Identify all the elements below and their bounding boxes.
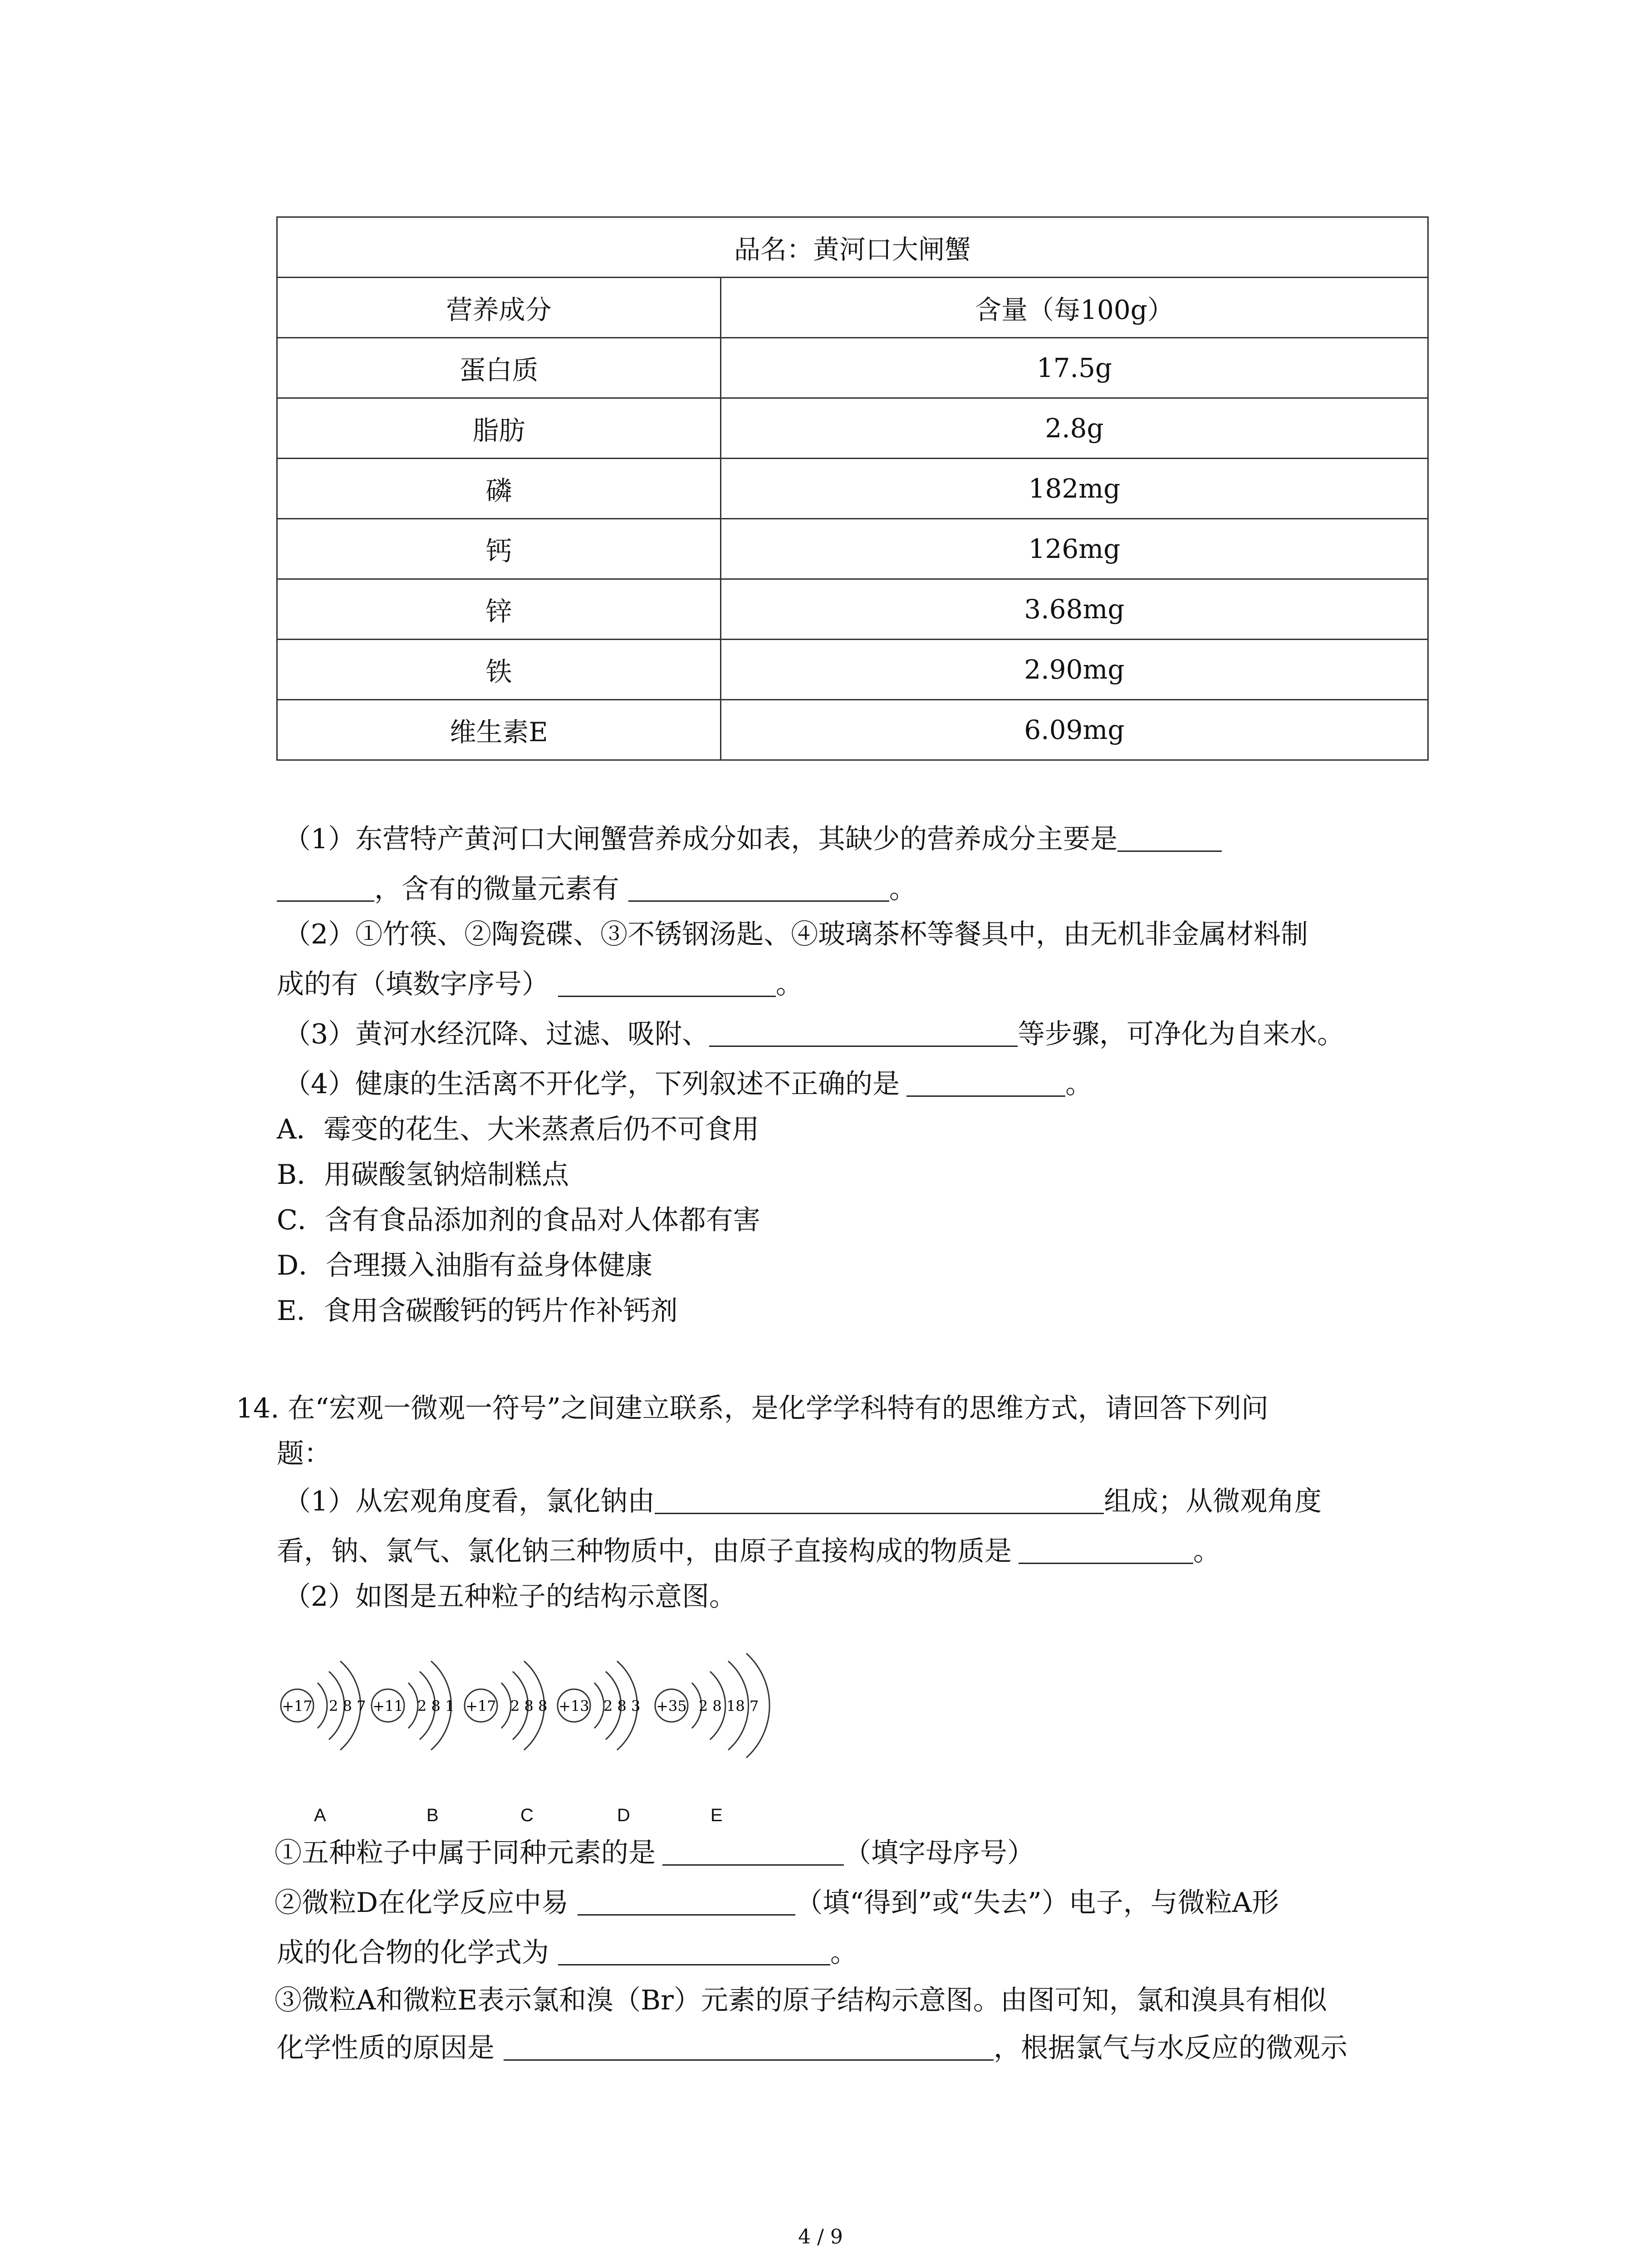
particle-label-b: B — [426, 1805, 439, 1825]
q13-part3: （3）黄河水经沉降、过滤、吸附、 等步骤，可净化为自来水。 — [284, 1018, 1345, 1050]
q13-part2-line1: （2）①竹筷、②陶瓷碟、③不锈钢汤匙、④玻璃茶杯等餐具中，由无机非金属材料制 — [284, 919, 1308, 950]
nutrient-amount: 182mg — [721, 459, 1428, 519]
electron-shells: 2 8 1 — [417, 1697, 455, 1715]
answer-blank[interactable] — [906, 1068, 1065, 1097]
option-a: A．霉变的花生、大米蒸煮后仍不可食用 — [277, 1114, 759, 1145]
table-row — [277, 700, 1428, 760]
nucleus-charge: +17 — [282, 1697, 313, 1715]
q14-part1-line2: 看，钠、氯气、氯化钠三种物质中，由原子直接构成的物质是 。 — [277, 1535, 1220, 1567]
q14-intro-line1: 14. 在“宏观一微观一符号”之间建立联系，是化学学科特有的思维方式，请回答下列问 — [236, 1393, 1269, 1424]
q13-part2-line2: 成的有（填数字序号） 。 — [277, 968, 803, 1000]
particle-b — [372, 1661, 454, 1750]
nucleus-charge: +11 — [372, 1697, 403, 1715]
nutrient-name: 磷 — [277, 459, 721, 519]
nutrition-table — [276, 216, 1429, 761]
page-number: 4 / 9 — [798, 2225, 843, 2248]
answer-blank[interactable] — [628, 873, 889, 902]
table-row — [277, 338, 1428, 398]
q14-part1-line1: （1）从宏观角度看，氯化钠由 组成；从微观角度 — [284, 1486, 1322, 1517]
answer-blank[interactable] — [1019, 1535, 1193, 1564]
answer-blank[interactable] — [655, 1486, 1104, 1514]
answer-blank[interactable] — [558, 1937, 830, 1965]
q14-sub2-line1: ②微粒D在化学反应中易 （填“得到”或“失去”）电子，与微粒A形 — [274, 1887, 1279, 1919]
particle-d — [558, 1661, 640, 1750]
q14-sub1: ①五种粒子中属于同种元素的是 （填字母序号） — [274, 1837, 1034, 1869]
table-row — [277, 640, 1428, 700]
particle-label-e: E — [710, 1805, 723, 1825]
nutrient-name: 维生素E — [277, 700, 721, 760]
answer-blank[interactable] — [709, 1018, 1018, 1047]
electron-shells: 2 8 7 — [329, 1697, 366, 1715]
electron-shells: 2 8 3 — [603, 1697, 641, 1715]
table-header-row — [277, 278, 1428, 338]
table-row — [277, 519, 1428, 579]
nucleus-charge: +35 — [656, 1697, 687, 1715]
particle-label-c: C — [520, 1805, 534, 1825]
electron-shells: 2 8 8 — [510, 1697, 548, 1715]
q14-intro-line2: 题： — [277, 1438, 331, 1470]
particle-label-a: A — [314, 1805, 326, 1825]
particle-e — [655, 1653, 769, 1758]
q14-sub2-line2: 成的化合物的化学式为 。 — [277, 1937, 857, 1969]
q13-part1-line2: ，含有的微量元素有 。 — [277, 871, 916, 907]
particle-label-d: D — [617, 1805, 630, 1825]
option-b: B．用碳酸氢钠焙制糕点 — [277, 1159, 569, 1191]
q14-sub3-line2: 化学性质的原因是 ，根据氯气与水反应的微观示 — [277, 2032, 1347, 2064]
nutrient-amount: 2.8g — [721, 398, 1428, 459]
table-row — [277, 398, 1428, 459]
q13-part4: （4）健康的生活离不开化学，下列叙述不正确的是 。 — [284, 1068, 1093, 1100]
nutrient-amount: 17.5g — [721, 338, 1428, 398]
nutrient-name: 蛋白质 — [277, 338, 721, 398]
nutrient-amount: 6.09mg — [721, 700, 1428, 760]
nucleus-charge: +13 — [558, 1697, 589, 1715]
answer-blank[interactable] — [1117, 823, 1222, 852]
q14-part2: （2）如图是五种粒子的结构示意图。 — [284, 1581, 737, 1613]
table-title: 品名：黄河口大闸蟹 — [277, 217, 1428, 278]
column-header: 含量（每100g） — [721, 278, 1428, 338]
table-row — [277, 459, 1428, 519]
nutrient-amount: 2.90mg — [721, 640, 1428, 700]
particle-c — [465, 1661, 547, 1750]
nutrient-name: 锌 — [277, 579, 721, 640]
column-header: 营养成分 — [277, 278, 721, 338]
option-e: E．食用含碳酸钙的钙片作补钙剂 — [277, 1295, 678, 1327]
nutrient-amount: 126mg — [721, 519, 1428, 579]
answer-blank[interactable] — [558, 968, 776, 997]
atomic-structure-diagram — [272, 1651, 798, 1769]
nucleus-charge: +17 — [465, 1697, 496, 1715]
q13-part1-line1: （1）东营特产黄河口大闸蟹营养成分如表，其缺少的营养成分主要是 — [284, 821, 1222, 857]
nutrient-name: 铁 — [277, 640, 721, 700]
table-title-row — [277, 217, 1428, 278]
table-row — [277, 579, 1428, 640]
answer-blank[interactable] — [662, 1837, 844, 1866]
particle-a — [281, 1661, 366, 1750]
option-d: D．合理摄入油脂有益身体健康 — [277, 1250, 653, 1281]
nutrient-name: 钙 — [277, 519, 721, 579]
nutrient-name: 脂肪 — [277, 398, 721, 459]
answer-blank[interactable] — [578, 1887, 795, 1916]
nutrient-amount: 3.68mg — [721, 579, 1428, 640]
q14-sub3-line1: ③微粒A和微粒E表示氯和溴（Br）元素的原子结构示意图。由图可知，氯和溴具有相似 — [274, 1984, 1327, 2016]
answer-blank[interactable] — [504, 2032, 994, 2061]
answer-blank[interactable] — [277, 873, 374, 902]
option-c: C．含有食品添加剂的食品对人体都有害 — [277, 1204, 760, 1236]
electron-shells: 2 8 18 7 — [699, 1697, 759, 1715]
